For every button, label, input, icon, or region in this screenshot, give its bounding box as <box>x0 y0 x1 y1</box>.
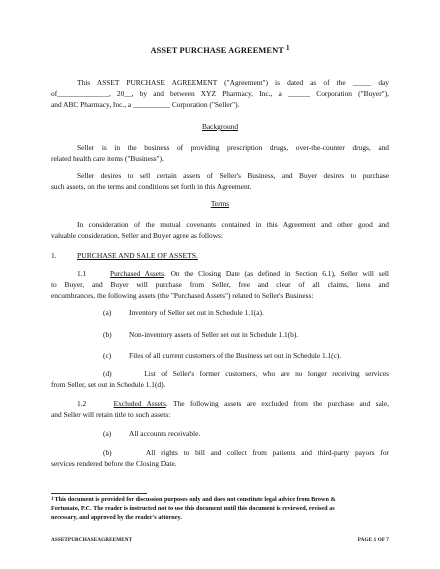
footnote-line <box>51 496 389 505</box>
list-item-line <box>51 447 389 458</box>
footnote-line: Fortunato, P.C. The reader is instructed not to use this document until this document is reviewed, revised as <box>51 504 335 512</box>
list-item-label: (d) <box>103 369 112 378</box>
list-item-text: Inventory of Seller set out in Schedule 1.1(a). <box>129 308 264 317</box>
subsection-1-1 <box>51 268 389 301</box>
footnote-text: This document is provided for discussion purposes only and does not constitute legal advice from Brown & <box>54 496 336 503</box>
document-title <box>0 46 440 55</box>
list-item-line: from Seller, set out in Schedule 1.1(d). <box>51 380 166 390</box>
footer-page-number: PAGE 1 OF 7 <box>357 537 389 543</box>
list-item-text: All accounts receivable. <box>129 429 201 438</box>
list-item-label: (a) <box>103 429 112 438</box>
background-line: such assets, on the terms and conditions set forth in this Agreement. <box>51 182 252 192</box>
footnote-marker: 1 <box>51 497 54 502</box>
list-item-line <box>51 368 389 379</box>
footnote-divider <box>51 493 147 494</box>
subsection-line: to Buyer, and Buyer will purchase from Seller, free and clear of all claims, liens and <box>51 280 389 290</box>
background-line: Seller is in the business of providing prescription drugs, over-the-counter drugs, and <box>77 143 389 152</box>
terms-line: In consideration of the mutual covenants contained in this Agreement and other good and <box>77 220 389 229</box>
section-number: 1. <box>51 251 57 260</box>
subsection-line: and Seller will retain title to such assets: <box>51 410 171 420</box>
subsection-line <box>51 398 389 409</box>
terms-line: valuable consideration, Seller and Buyer agree as follows: <box>51 231 223 241</box>
subsection-text: . The following assets are excluded from the purchase and sale, <box>165 399 389 408</box>
terms-heading: Terms <box>210 199 230 208</box>
subsection-number: 1.1 <box>77 269 87 278</box>
list-item-text: Files of all current customers of the Business set out in Schedule 1.1(c). <box>129 351 342 360</box>
title-text: ASSET PURCHASE AGREEMENT <box>150 46 284 55</box>
subsection-line: encumbrances, the following assets (the "Purchased Assets") related to Seller's Business: <box>51 291 314 301</box>
subsection-title: Purchased Assets <box>109 269 164 278</box>
background-line: Seller desires to sell certain assets of Seller's Business, and Buyer desires to purchase <box>77 171 389 180</box>
background-paragraph-2 <box>51 170 389 192</box>
list-item-label: (c) <box>103 351 112 360</box>
background-heading: Background <box>201 122 239 131</box>
subsection-1-2 <box>51 398 389 420</box>
intro-line: and ABC Pharmacy, Inc., a __________ Corporation ("Seller"). <box>51 100 240 110</box>
intro-paragraph <box>51 77 389 110</box>
list-item-line: services rendered before the Closing Date. <box>51 459 177 469</box>
list-item-b <box>51 447 389 469</box>
list-item-label: (b) <box>103 448 112 457</box>
footer-document-name: ASSETPURCHASEAGREEMENT <box>51 537 133 543</box>
list-item-text: List of Seller's former customers, who are no longer receiving services <box>144 369 389 378</box>
subsection-title: Excluded Assets <box>113 399 166 408</box>
subsection-number: 1.2 <box>77 399 87 408</box>
title-footnote-marker: 1 <box>285 44 290 52</box>
section-1-heading <box>51 251 198 260</box>
intro-line: This ASSET PURCHASE AGREEMENT ("Agreement") is dated as of the _____ day <box>77 78 389 87</box>
subsection-text: . On the Closing Date (as defined in Section 6.1), Seller will sell <box>163 269 389 278</box>
background-paragraph-1 <box>51 142 389 164</box>
list-item-d <box>51 368 389 390</box>
subsection-line <box>51 268 389 279</box>
terms-paragraph <box>51 219 389 241</box>
section-title: PURCHASE AND SALE OF ASSETS. <box>77 251 198 260</box>
list-item-text: Non-inventory assets of Seller set out in Schedule 1.1(b). <box>129 330 299 339</box>
footnote-line: necessary, and approved by the reader's attorney. <box>51 513 182 521</box>
background-line: related health care items ("Business"). <box>51 154 164 164</box>
footnote <box>51 496 389 522</box>
intro-line: of______________, 20__, by and between XYZ Pharmacy, Inc., a ______ Corporation ("Buyer"), <box>51 89 389 99</box>
list-item-text: All rights to bill and collect from patients and third-party payors for <box>145 448 389 457</box>
list-item-label: (a) <box>103 308 112 317</box>
list-item-label: (b) <box>103 330 112 339</box>
